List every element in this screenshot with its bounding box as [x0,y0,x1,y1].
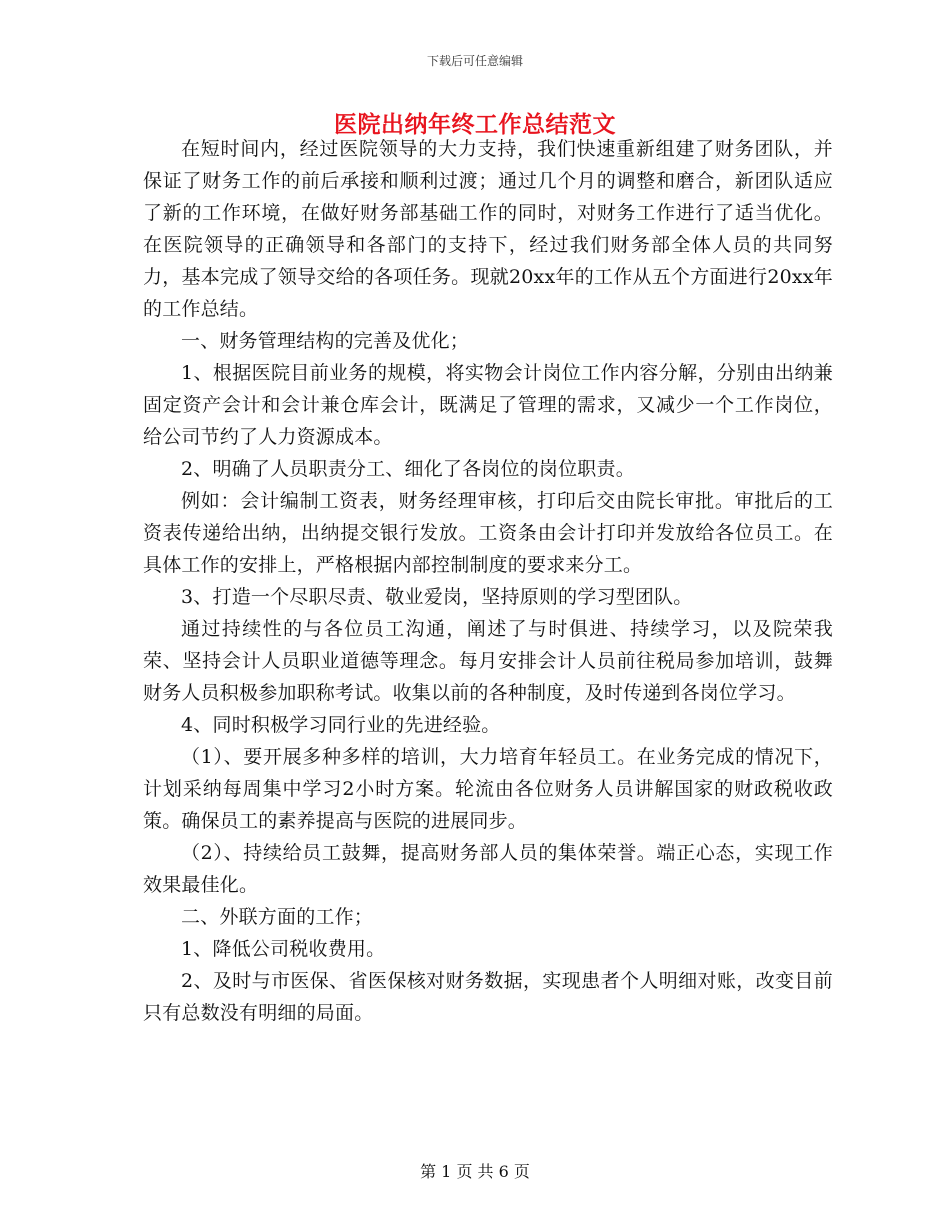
paragraph: 3、打造一个尽职尽责、敬业爱岗，坚持原则的学习型团队。 [181,586,693,608]
section-heading: 一、财务管理结构的完善及优化； [181,330,470,352]
paragraph: 在短时间内，经过医院领导的大力支持，我们快速重新组建了财务团队，并保证了财务工作的前后承接和顺利过渡；通过几个月的调整和磨合，新团队适应了新的工作环境，在做好财务部基础工作的同时，对财务工作进行了适当优化。在医院领导的正确领导和各部门的支持下，经过我们财务部全体人员的共同努力，基本完成了领导交给的各项任务。现就20xx年的工作从五个方面进行20xx年的工作总结。 [143,138,833,320]
paragraph: 通过持续性的与各位员工沟通，阐述了与时俱进、持续学习，以及院荣我荣、坚持会计人员职业道德等理念。每月安排会计人员前往税局参加培训，鼓舞财务人员积极参加职称考试。收集以前的各种制度，及时传递到各岗位学习。 [143,618,833,704]
document-title: 医院出纳年终工作总结范文 [334,111,616,138]
paragraph: 2、及时与市医保、省医保核对财务数据，实现患者个人明细对账，改变目前只有总数没有明细的局面。 [143,970,833,1024]
document-body [143,133,833,1029]
paragraph: 2、明确了人员职责分工、细化了各岗位的岗位职责。 [181,458,635,480]
paragraph: 1、根据医院目前业务的规模，将实物会计岗位工作内容分解，分别由出纳兼固定资产会计和会计兼仓库会计，既满足了管理的需求，又减少一个工作岗位，给公司节约了人力资源成本。 [143,362,833,448]
page-header-note: 下载后可任意编辑 [426,54,523,68]
page-number: 第 1 页 共 6 页 [420,1162,530,1181]
paragraph: （2）、持续给员工鼓舞，提高财务部人员的集体荣誉。端正心态，实现工作效果最佳化。 [143,842,833,896]
paragraph: （1）、要开展多种多样的培训，大力培育年轻员工。在业务完成的情况下，计划采纳每周集中学习2小时方案。轮流由各位财务人员讲解国家的财政税收政策。确保员工的素养提高与医院的进展同步。 [143,746,833,832]
section-heading: 二、外联方面的工作； [181,906,374,928]
paragraph: 4、同时积极学习同行业的先进经验。 [181,714,501,736]
paragraph: 例如：会计编制工资表，财务经理审核，打印后交由院长审批。审批后的工资表传递给出纳，出纳提交银行发放。工资条由会计打印并发放给各位员工。在具体工作的安排上，严格根据内部控制制度的要求来分工。 [143,490,833,576]
paragraph: 1、降低公司税收费用。 [181,938,386,960]
